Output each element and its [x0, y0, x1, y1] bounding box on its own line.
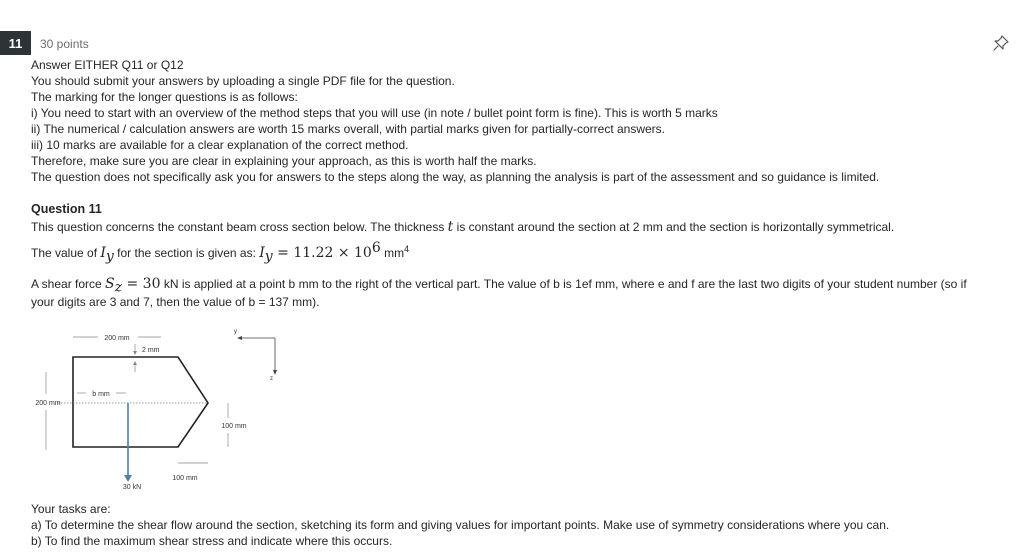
instruction-line: The question does not specifically ask you for answers to the steps along the way, as planning the analysis is part of the assessment and so guidance is limited. — [31, 170, 880, 184]
problem-line-2: The value of $I_y$ for the section is given as: $I_y = 11.22 \times 10^6$ $mm^4$ — [31, 240, 410, 265]
tasks-heading: Your tasks are: — [31, 502, 111, 516]
left-height-label: 200 mm — [35, 400, 61, 407]
section-outline — [73, 357, 208, 447]
top-width-label: 200 mm — [104, 335, 130, 342]
instruction-line: i) You need to start with an overview of the method steps that you will use (in note / bullet point form is fine). This is worth 5 marks — [31, 106, 718, 120]
instruction-line: You should submit your answers by uploading a single PDF file for the question. — [31, 74, 455, 88]
task-item: a) To determine the shear flow around the section, sketching its form and giving values for important points. Make use of symmetry considerations where you can. — [31, 518, 890, 532]
axis-z-label: z — [270, 376, 273, 382]
instruction-line: The marking for the longer questions is as follows: — [31, 90, 298, 104]
bottom-width-label: 100 mm — [172, 475, 198, 482]
question-title: Question 11 — [31, 202, 102, 216]
instruction-line: Answer EITHER Q11 or Q12 — [31, 58, 184, 72]
problem-line-3: A shear force $S_z = 30$ kN is applied at a point b mm to the right of the vertical part. The value of b is 1ef mm, where e and f are the last two digits of your student number (so if — [31, 276, 967, 296]
thickness-label: 2 mm — [142, 347, 160, 354]
beam-cross-section-figure — [28, 322, 288, 497]
tasks-block — [31, 501, 889, 549]
instruction-line: ii) The numerical / calculation answers are worth 15 marks overall, with partial marks given for partially-correct answers. — [31, 122, 666, 136]
instruction-line: Therefore, make sure you are clear in explaining your approach, as this is worth half the marks. — [31, 154, 537, 168]
b-label: b mm — [92, 391, 110, 398]
task-item: b) To find the maximum shear stress and indicate where this occurs. — [31, 534, 393, 548]
question-points: 30 points — [40, 37, 89, 51]
instruction-line: iii) 10 marks are available for a clear explanation of the correct method. — [31, 138, 409, 152]
axis-y-label: y — [234, 329, 237, 335]
problem-line-1: This question concerns the constant beam cross section below. The thickness t is constant around the section at 2 mm and the section is horizontally symmetrical. — [31, 219, 895, 235]
problem-line-4: your digits are 3 and 7, then the value of b = 137 mm). — [31, 295, 320, 309]
pin-icon[interactable] — [992, 34, 1010, 52]
force-label: 30 kN — [122, 484, 142, 491]
instructions-block — [31, 57, 1011, 185]
question-number-badge: 11 — [0, 31, 31, 55]
right-height-label: 100 mm — [221, 423, 247, 430]
